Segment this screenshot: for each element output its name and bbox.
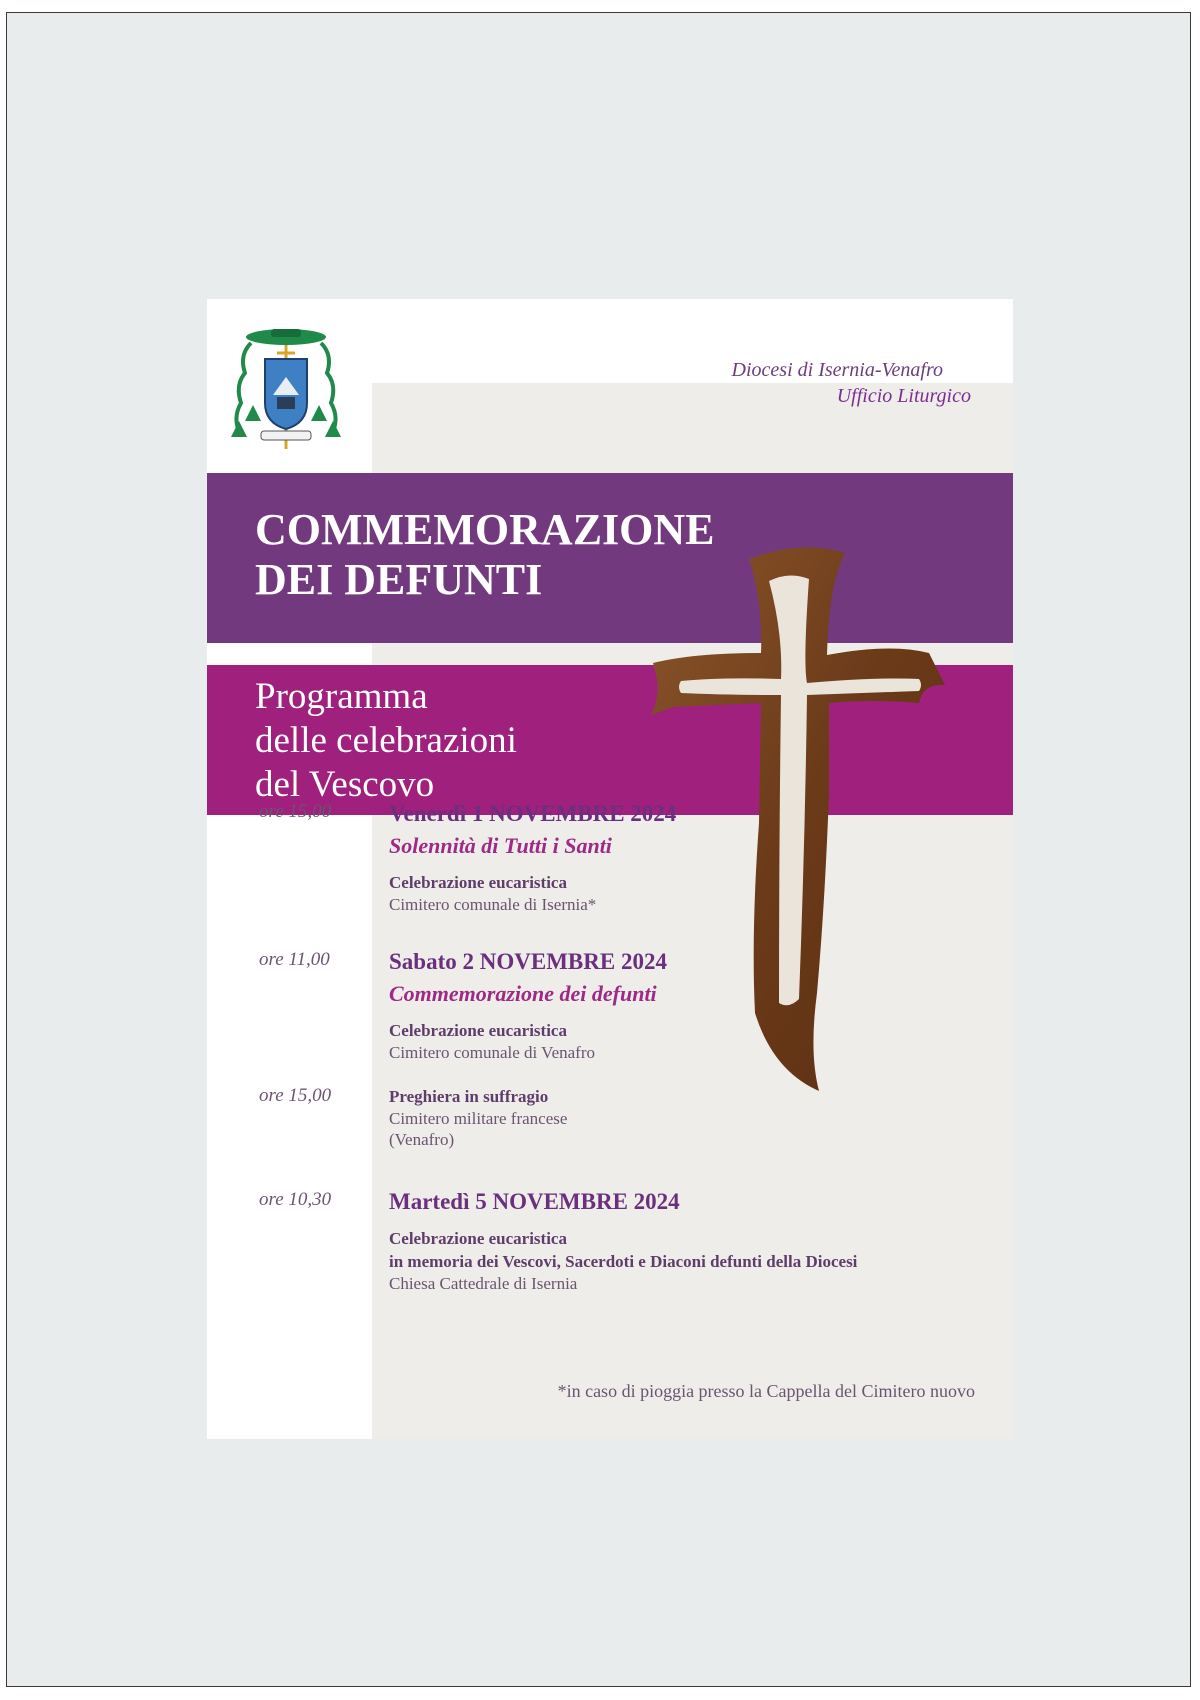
event-type: Preghiera in suffragio	[389, 1087, 549, 1106]
event-feast: Commemorazione dei defunti	[389, 981, 657, 1006]
event-date: Martedì 5 NOVEMBRE 2024	[389, 1189, 680, 1214]
event-date: Venerdì 1 NOVEMBRE 2024	[389, 801, 677, 826]
subtitle-line: del Vescovo	[255, 764, 435, 805]
poster	[207, 299, 1013, 1439]
title-line: COMMEMORAZIONE	[255, 505, 715, 554]
event-location: (Venafro)	[389, 1130, 455, 1149]
subtitle-line: delle celebrazioni	[255, 720, 517, 761]
event-entry	[389, 1187, 989, 1294]
footnote: *in caso di pioggia presso la Cappella del Cimitero nuovo	[557, 1381, 975, 1401]
event-entry	[389, 799, 989, 915]
event-entry	[389, 1085, 989, 1150]
episcopal-coat-of-arms-icon	[231, 325, 341, 453]
event-feast: Solennità di Tutti i Santi	[389, 833, 612, 858]
event-type: Celebrazione eucaristica	[389, 873, 567, 892]
event-date: Sabato 2 NOVEMBRE 2024	[389, 949, 667, 974]
subtitle-line: Programma	[255, 676, 428, 717]
event-time: ore 15,00	[259, 1085, 332, 1106]
event-location: Cimitero militare francese	[389, 1109, 568, 1128]
event-location: Chiesa Cattedrale di Isernia	[389, 1274, 578, 1293]
event-location: Cimitero comunale di Venafro	[389, 1043, 595, 1062]
page-frame	[6, 12, 1191, 1687]
event-time: ore 15,00	[259, 801, 332, 822]
event-time: ore 10,30	[259, 1189, 332, 1210]
page-subtitle	[255, 675, 655, 807]
office-name: Ufficio Liturgico	[836, 385, 971, 407]
event-type: Celebrazione eucaristica	[389, 1229, 567, 1248]
title-line: DEI DEFUNTI	[255, 555, 543, 604]
event-time: ore 11,00	[259, 949, 330, 970]
event-type: Celebrazione eucaristica	[389, 1021, 567, 1040]
event-type-detail: in memoria dei Vescovi, Sacerdoti e Diaconi defunti della Diocesi	[389, 1252, 858, 1271]
diocese-name: Diocesi di Isernia-Venafro	[731, 359, 943, 381]
event-entry	[389, 947, 989, 1063]
event-location: Cimitero comunale di Isernia*	[389, 895, 597, 914]
